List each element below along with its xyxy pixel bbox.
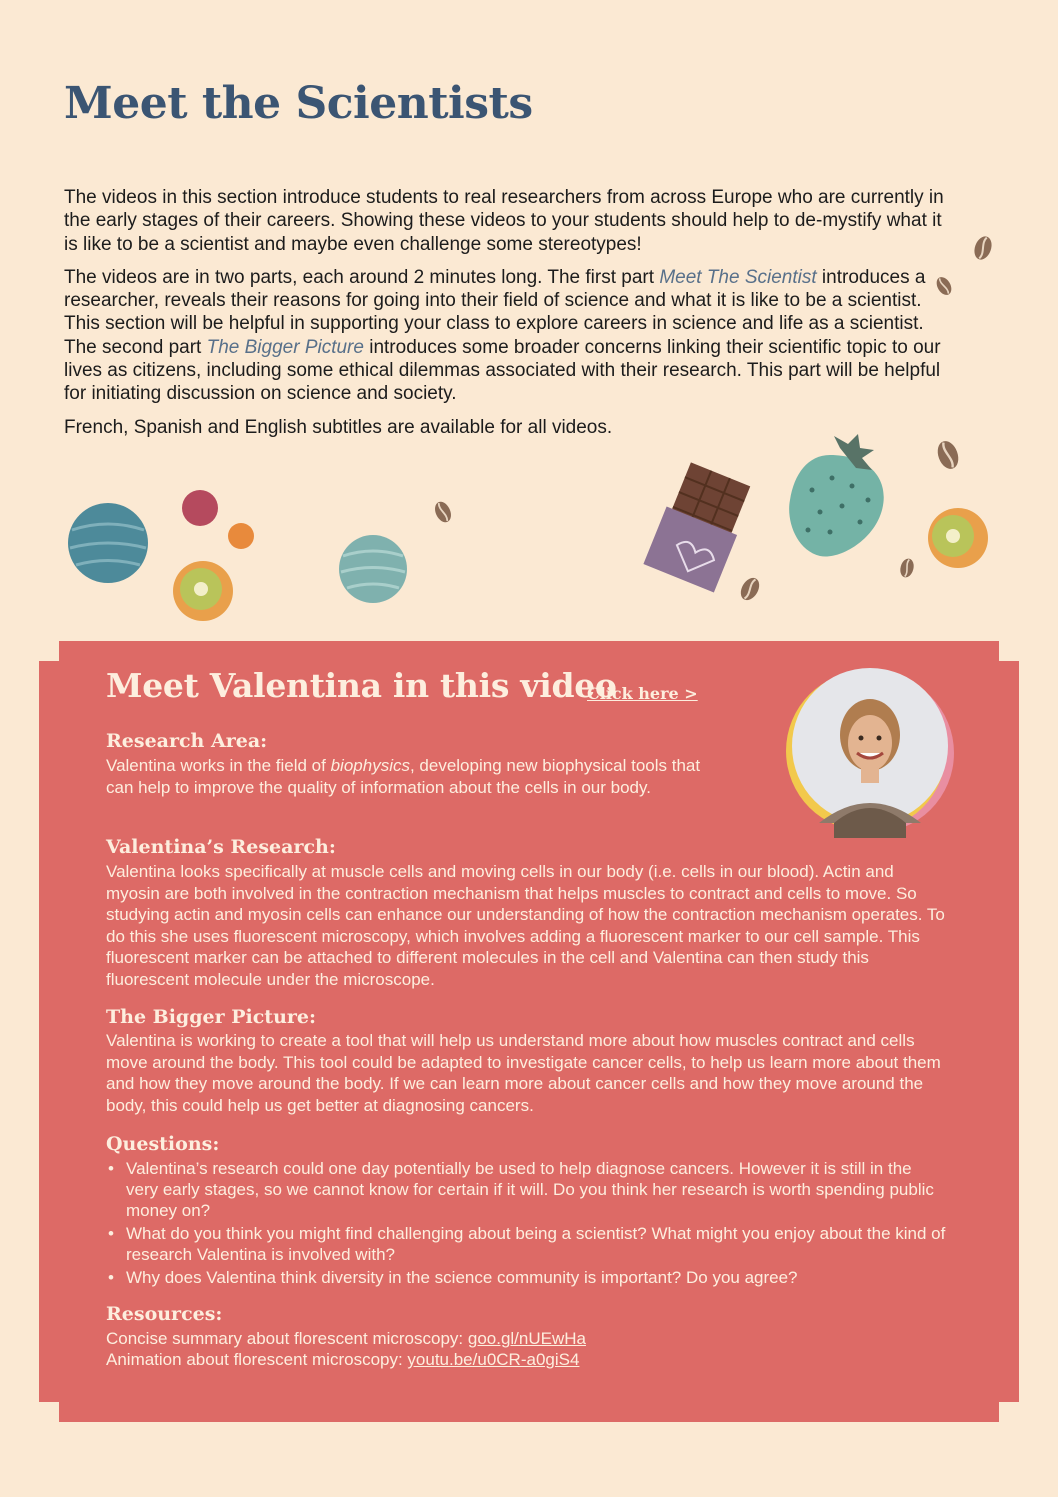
click-here-link[interactable]: Click here > bbox=[587, 684, 698, 703]
research-area-heading: Research Area: bbox=[106, 730, 268, 752]
resource-line-1: Concise summary about florescent microscopy: goo.gl/nUEwHa bbox=[106, 1329, 586, 1348]
questions-heading: Questions: bbox=[106, 1133, 220, 1155]
biophysics-term: biophysics bbox=[330, 756, 410, 775]
valentina-research-heading: Valentina’s Research: bbox=[106, 836, 336, 858]
resource-link-2[interactable]: youtu.be/u0CR-a0giS4 bbox=[407, 1350, 580, 1369]
kiwi-icon bbox=[928, 508, 988, 568]
question-item: • Why does Valentina think diversity in the science community is important? Do you agree? bbox=[106, 1267, 946, 1288]
planet-icon bbox=[339, 535, 407, 603]
intro-paragraph-3: French, Spanish and English subtitles are available for all videos. bbox=[64, 416, 613, 438]
bigger-picture-heading: The Bigger Picture: bbox=[106, 1006, 316, 1028]
berry-icon bbox=[182, 490, 218, 526]
strawberry-icon bbox=[789, 434, 884, 557]
resource-line-2: Animation about florescent microscopy: youtu.be/u0CR-a0giS4 bbox=[106, 1350, 580, 1369]
question-item: • Valentina’s research could one day potentially be used to help diagnose cancers. However it is still in the very early stages, so we cannot know for certain if it will. Do you think her research is worth spending public money on? bbox=[106, 1158, 946, 1221]
coffee-bean-icon bbox=[971, 234, 994, 262]
coffee-bean-icon bbox=[898, 557, 915, 579]
coffee-bean-icon bbox=[432, 499, 454, 525]
kiwi-icon bbox=[173, 561, 233, 621]
questions-list bbox=[106, 1158, 946, 1290]
intro-text bbox=[64, 186, 944, 449]
planet-icon bbox=[68, 503, 148, 583]
bigger-picture-term: The Bigger Picture bbox=[206, 336, 364, 358]
page-title: Meet the Scientists bbox=[64, 78, 533, 129]
chocolate-bar-icon bbox=[643, 460, 755, 592]
bigger-picture-body: Valentina is working to create a tool that will help us understand more about how muscles contract and cells move around the body. This tool could be adapted to investigate cancer cells, to help us learn more about them and how they move around the body. If we can learn more about cancer cells and how they move around the body, this could help us get better at diagnosing cancers. bbox=[106, 1031, 941, 1115]
question-item: • What do you think you might find challenging about being a scientist? What might you enjoy about the kind of research Valentina is involved with? bbox=[106, 1223, 946, 1265]
research-area-body: Valentina works in the field of biophysics, developing new biophysical tools that can help to improve the quality of information about the cells in our body. bbox=[106, 756, 701, 797]
resources-heading: Resources: bbox=[106, 1303, 223, 1325]
video-title: Meet Valentina in this video bbox=[106, 666, 617, 705]
coffee-bean-icon bbox=[737, 575, 763, 604]
portrait-photo bbox=[779, 663, 964, 838]
valentina-research-body: Valentina looks specifically at muscle cells and moving cells in our body (i.e. cells in our blood). Actin and myosin are both involved in the contraction mechanism that helps muscles to contract and cells to move. So studying actin and myosin cells can enhance our understanding of how the contraction mechanism operates. To do this she uses fluorescent microscopy, which involves adding a fluorescent marker to our cell sample. This fluorescent marker can be attached to different molecules in the cell and Valentina can then study this fluorescent molecule under the microscope. bbox=[106, 862, 945, 989]
intro-paragraph-2: The videos are in two parts, each around 2 minutes long. The first part Meet The Scientist introduces a researcher, reveals their reasons for going into their field of science and what it is like to be a scientist. This section will be helpful in supporting your class to explore careers in science and life as a scientist. The second part The Bigger Picture introduces some broader concerns linking their scientific topic to our lives as citizens, including some ethical dilemmas associated with their research. This part will be helpful for initiating discussion on science and society. bbox=[64, 266, 941, 405]
intro-paragraph-1: The videos in this section introduce students to real researchers from across Europe who are currently in the early stages of their careers. Showing these videos to your students should help to de-mystify what it is like to be a scientist and maybe even challenge some stereotypes! bbox=[64, 187, 944, 255]
meet-the-scientist-term: Meet The Scientist bbox=[659, 266, 817, 288]
orange-dot-icon bbox=[228, 523, 254, 549]
resource-link-1[interactable]: goo.gl/nUEwHa bbox=[467, 1329, 586, 1348]
